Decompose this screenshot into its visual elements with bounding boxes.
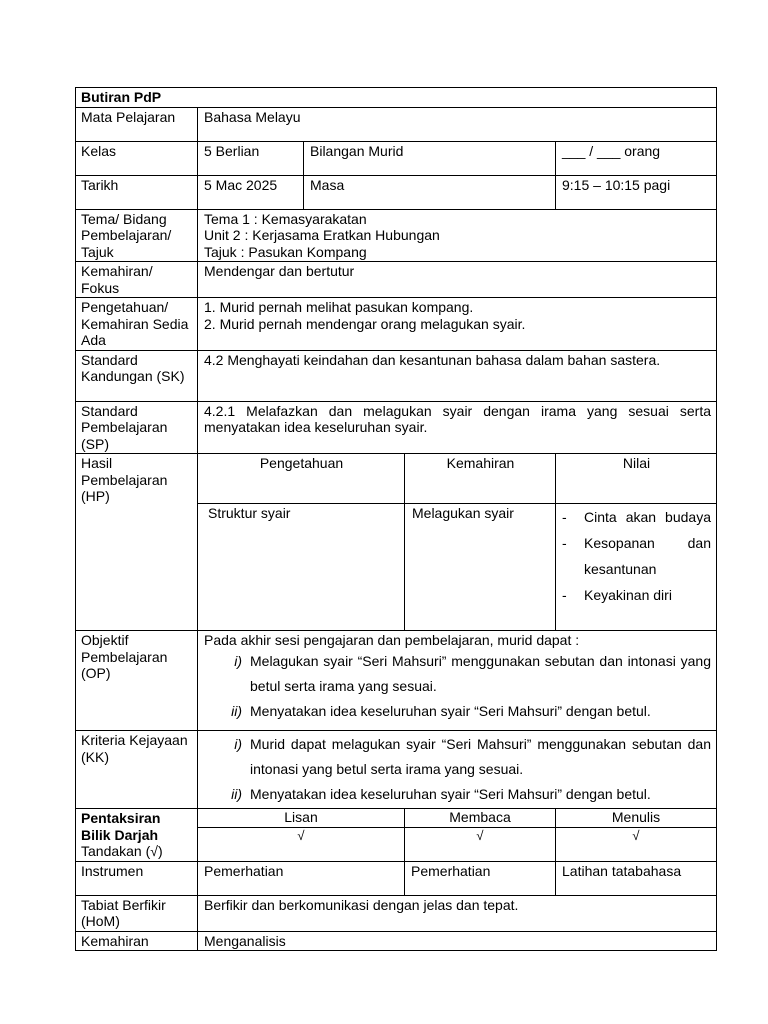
objective-text: Melagukan syair “Seri Mahsuri” menggunakan sebutan dan intonasi yang betul serta irama yang sesuai.	[250, 652, 711, 694]
learning-standard-row	[76, 401, 717, 454]
content-standard-value: 4.2 Menghayati keindahan dan kesantunan bahasa dalam bahan sastera.	[198, 350, 717, 401]
value-item: - Keyakinan diri	[562, 582, 711, 608]
hom-row	[76, 895, 717, 931]
instrument-value-2: Pemerhatian	[405, 861, 556, 895]
skill-focus-row	[76, 262, 717, 298]
learning-standard-label: Standard Pembelajaran (SP)	[76, 401, 198, 454]
students-label: Bilangan Murid	[304, 141, 556, 175]
outcomes-label: Hasil Pembelajaran (HP)	[76, 454, 198, 631]
subject-label: Mata Pelajaran	[76, 107, 198, 141]
instrument-label: Instrumen	[76, 861, 198, 895]
skill-focus-value: Mendengar dan bertutur	[198, 262, 717, 298]
value-text-kesopanan: Kesopanan dan kesantunan	[584, 535, 711, 577]
assessment-mark-membaca: √	[405, 827, 556, 861]
class-value: 5 Berlian	[198, 141, 304, 175]
outcomes-col-knowledge: Pengetahuan	[198, 454, 405, 504]
topic-line: Tajuk : Pasukan Kompang	[204, 243, 367, 260]
hom-label: Tabiat Berfikir (HoM)	[76, 895, 198, 931]
assessment-header-row	[76, 809, 717, 828]
subject-value: Bahasa Melayu	[198, 107, 717, 141]
values-list	[562, 504, 711, 608]
class-label: Kelas	[76, 141, 198, 175]
objectives-intro: Pada akhir sesi pengajaran dan pembelajaran, murid dapat :	[204, 632, 580, 648]
value-text-cinta-line1: Cinta akan budaya	[584, 509, 711, 525]
criteria-label: Kriteria Kejayaan (KK)	[76, 731, 198, 809]
assessment-label	[76, 809, 198, 862]
criteria-item	[204, 732, 711, 782]
skill-focus-label: Kemahiran/ Fokus	[76, 262, 198, 298]
theme-line: Tema 1 : Kemasyarakatan	[204, 210, 367, 227]
instrument-value-3: Latihan tatabahasa	[556, 861, 717, 895]
objective-num: ii)	[231, 702, 242, 719]
assessment-col-menulis: Menulis	[556, 809, 717, 828]
content-standard-row	[76, 350, 717, 401]
skill-value: Menganalisis	[198, 931, 717, 951]
time-label: Masa	[304, 175, 556, 209]
prior-knowledge-label: Pengetahuan/ Kemahiran Sedia Ada	[76, 298, 198, 351]
content-standard-label: Standard Kandungan (SK)	[76, 350, 198, 401]
prior-knowledge-value	[198, 298, 717, 351]
learning-standard-value: 4.2.1 Melafazkan dan melagukan syair dengan irama yang sesuai serta menyatakan idea keseluruhan syair.	[198, 401, 717, 454]
criteria-row	[76, 731, 717, 809]
outcomes-col-skill: Kemahiran	[405, 454, 556, 504]
instrument-value-1: Pemerhatian	[198, 861, 405, 895]
theme-row	[76, 209, 717, 262]
students-value: ___ / ___ orang	[556, 141, 717, 175]
instrument-row	[76, 861, 717, 895]
unit-line: Unit 2 : Kerjasama Eratkan Hubungan	[204, 227, 440, 243]
theme-value	[198, 209, 717, 262]
objective-item	[204, 699, 711, 724]
value-item: - Kesopanan dan kesantunan	[562, 530, 711, 582]
hom-value: Berfikir dan berkomunikasi dengan jelas dan tepat.	[198, 895, 717, 931]
skill-label: Kemahiran	[76, 931, 198, 951]
lesson-plan	[75, 87, 716, 951]
assessment-subtitle: Tandakan (√)	[81, 843, 163, 859]
outcomes-knowledge: Struktur syair	[198, 504, 405, 631]
objectives-row	[76, 631, 717, 731]
theme-label: Tema/ Bidang Pembelajaran/ Tajuk	[76, 209, 198, 262]
outcomes-header-row	[76, 454, 717, 504]
prior-item-2: 2. Murid pernah mendengar orang melagukan syair.	[204, 315, 526, 332]
date-value: 5 Mac 2025	[198, 175, 304, 209]
assessment-col-lisan: Lisan	[198, 809, 405, 828]
objectives-label: Objektif Pembelajaran (OP)	[76, 631, 198, 731]
objective-num: i)	[234, 652, 242, 669]
value-item: - Cinta akan budaya	[562, 504, 711, 530]
prior-item-1: 1. Murid pernah melihat pasukan kompang.	[204, 299, 474, 315]
skill-row	[76, 931, 717, 951]
assessment-col-membaca: Membaca	[405, 809, 556, 828]
class-row	[76, 141, 717, 175]
criteria-text: Murid dapat melagukan syair “Seri Mahsuri” menggunakan sebutan dan intonasi yang betul serta irama yang sesuai.	[250, 736, 711, 777]
objective-text: Menyatakan idea keseluruhan syair “Seri Mahsuri” dengan betul.	[250, 702, 651, 719]
header-title: Butiran PdP	[76, 88, 717, 108]
criteria-item	[204, 782, 711, 807]
subject-row	[76, 107, 717, 141]
outcomes-skill: Melagukan syair	[405, 504, 556, 631]
assessment-mark-lisan: √	[198, 827, 405, 861]
objectives-value	[198, 631, 717, 731]
criteria-num: i)	[234, 736, 242, 752]
assessment-title: Pentaksiran Bilik Darjah	[81, 810, 161, 843]
header-row	[76, 88, 717, 108]
outcomes-col-values: Nilai	[556, 454, 717, 504]
prior-knowledge-row	[76, 298, 717, 351]
date-label: Tarikh	[76, 175, 198, 209]
value-text-keyakinan: Keyakinan diri	[584, 587, 672, 603]
criteria-value	[198, 731, 717, 809]
time-value: 9:15 – 10:15 pagi	[556, 175, 717, 209]
criteria-num: ii)	[231, 786, 242, 802]
lesson-plan-table	[75, 87, 717, 951]
assessment-mark-menulis: √	[556, 827, 717, 861]
outcomes-values	[556, 504, 717, 631]
objective-item	[204, 649, 711, 699]
date-row	[76, 175, 717, 209]
criteria-text: Menyatakan idea keseluruhan syair “Seri Mahsuri” dengan betul.	[250, 786, 651, 802]
